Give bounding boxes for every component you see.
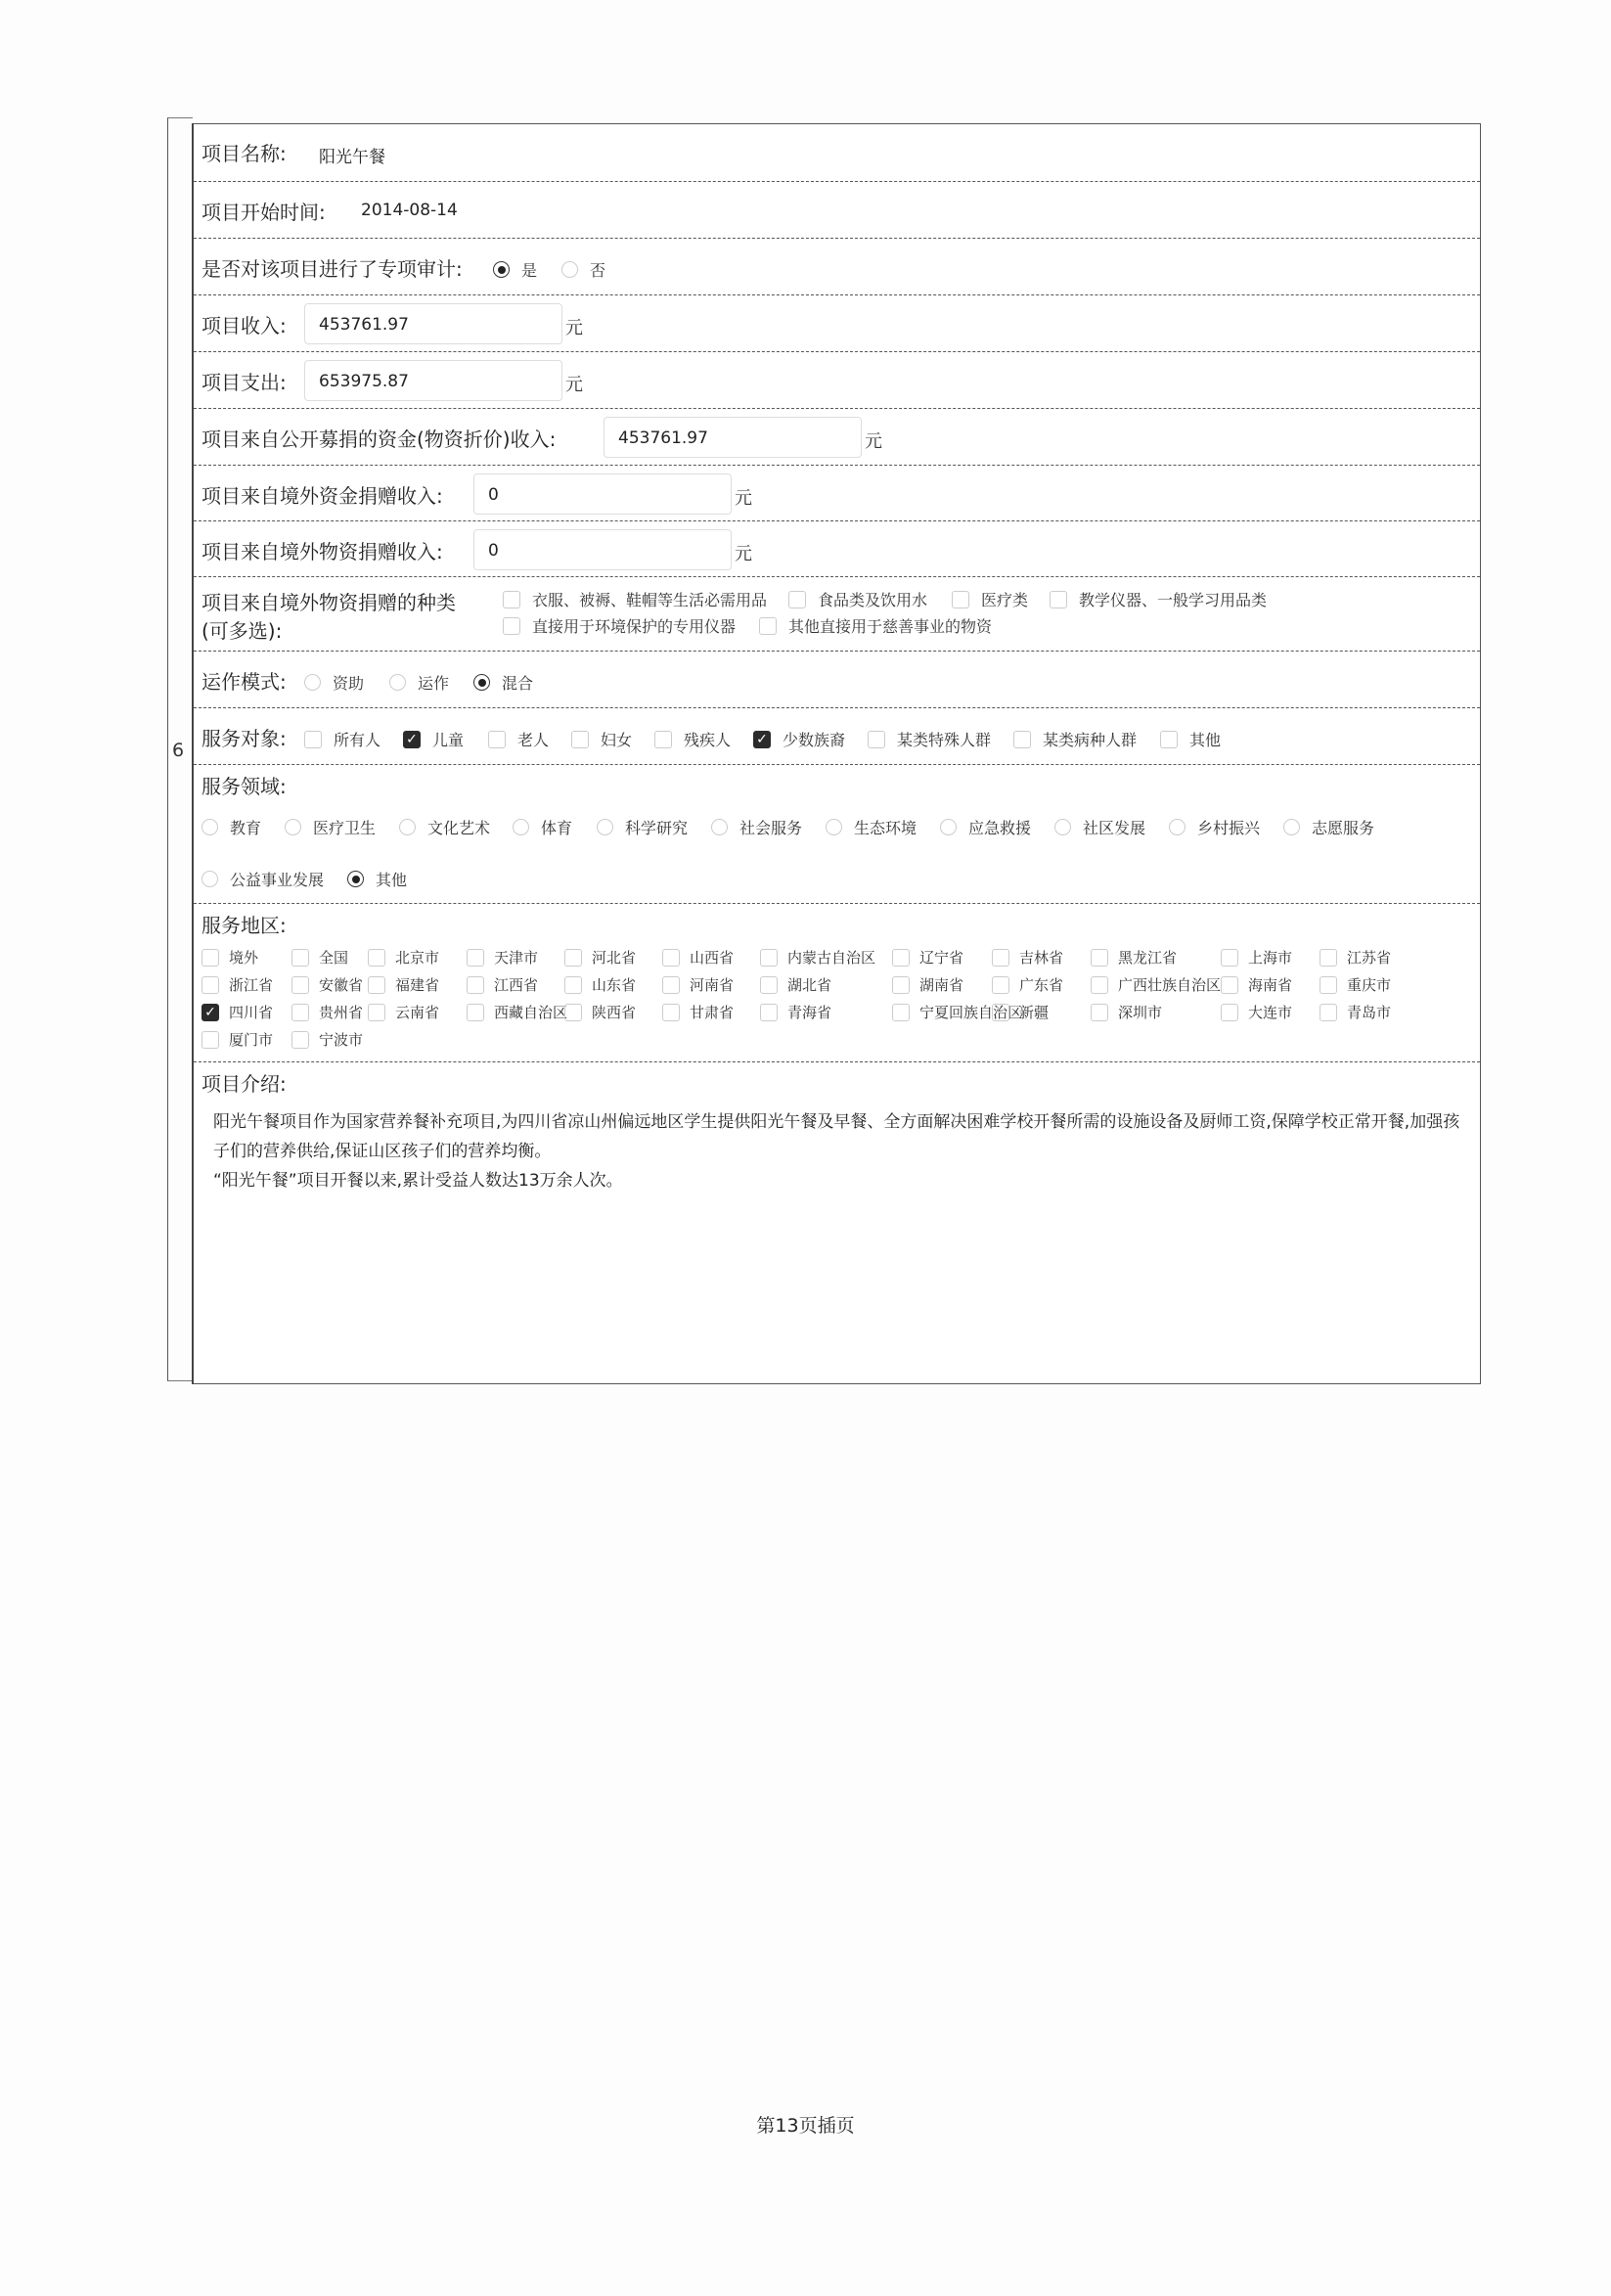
goods-types-label-line2: (可多选): <box>201 619 283 643</box>
service-region-option[interactable]: 云南省 <box>368 1002 439 1022</box>
checkbox-icon[interactable] <box>1221 949 1238 967</box>
checkbox-icon[interactable] <box>467 949 484 967</box>
service-region-option[interactable]: 新疆 <box>992 1002 1049 1022</box>
checkbox-icon[interactable] <box>201 976 219 994</box>
public-fund-unit: 元 <box>865 431 882 452</box>
checkbox-icon[interactable] <box>467 1004 484 1021</box>
service-target-option[interactable]: ✓ 少数族裔 <box>753 728 845 750</box>
intro-label: 项目介绍: <box>201 1072 287 1096</box>
service-target-option[interactable]: 老人 <box>488 728 549 750</box>
service-region-option[interactable]: 北京市 <box>368 947 439 968</box>
service-target-option[interactable]: ✓ 儿童 <box>403 728 464 750</box>
goods-type-option[interactable]: 其他直接用于慈善事业的物资 <box>759 614 992 637</box>
checkbox-icon[interactable] <box>1320 949 1337 967</box>
service-field-label: 服务领域: <box>201 775 287 798</box>
row-service-region <box>194 904 1480 1062</box>
checkbox-icon[interactable] <box>759 617 777 635</box>
project-form <box>192 123 1481 1384</box>
service-field-option[interactable]: 体育 <box>513 816 572 838</box>
radio-icon[interactable] <box>1283 819 1300 835</box>
overseas-goods-label: 项目来自境外物资捐赠收入: <box>201 540 443 563</box>
service-field-option[interactable]: 教育 <box>201 816 261 838</box>
radio-icon[interactable] <box>304 674 321 691</box>
overseas-cash-label: 项目来自境外资金捐赠收入: <box>201 484 443 508</box>
checkbox-icon[interactable] <box>1050 591 1067 608</box>
service-region-option[interactable]: 境外 <box>201 947 258 968</box>
intro-text <box>213 1107 1470 1195</box>
checkbox-icon[interactable] <box>503 617 520 635</box>
audit-option-yes[interactable]: 是 <box>493 258 537 281</box>
checkbox-icon[interactable]: ✓ <box>201 1004 219 1021</box>
checkbox-icon[interactable] <box>201 949 219 967</box>
service-region-option[interactable]: 河北省 <box>564 947 636 968</box>
checkbox-icon[interactable] <box>571 731 589 748</box>
radio-icon[interactable] <box>201 819 218 835</box>
income-unit: 元 <box>565 318 583 338</box>
checkbox-icon[interactable] <box>1160 731 1178 748</box>
checkbox-icon[interactable] <box>662 949 680 967</box>
checkbox-icon[interactable] <box>1091 949 1108 967</box>
checkbox-icon[interactable] <box>1221 1004 1238 1021</box>
checkbox-icon[interactable] <box>1320 1004 1337 1021</box>
checkbox-icon[interactable] <box>467 976 484 994</box>
row-expense <box>194 352 1480 409</box>
service-region-option[interactable]: 湖北省 <box>760 974 831 995</box>
goods-type-option[interactable]: 医疗类 <box>952 588 1028 610</box>
service-field-option[interactable]: 社会服务 <box>711 816 802 838</box>
start-time-label: 项目开始时间: <box>201 201 326 224</box>
radio-icon[interactable] <box>399 819 416 835</box>
service-target-label: 服务对象: <box>201 727 287 750</box>
service-region-option[interactable]: 江西省 <box>467 974 538 995</box>
radio-icon[interactable] <box>201 871 218 887</box>
service-region-option[interactable]: 江苏省 <box>1320 947 1391 968</box>
service-region-option[interactable]: 河南省 <box>662 974 734 995</box>
service-region-option[interactable]: 大连市 <box>1221 1002 1292 1022</box>
intro-paragraph: “阳光午餐”项目开餐以来,累计受益人数达13万余人次。 <box>213 1171 623 1191</box>
intro-paragraph: 阳光午餐项目作为国家营养餐补充项目,为四川省凉山州偏远地区学生提供阳光午餐及早餐、全方面解决困难学校开餐所需的设施设备及厨师工资,保障学校正常开餐,加强孩子们的营养供给,保证山区孩子们的营养均衡。 <box>213 1112 1460 1161</box>
sequence-number: 6 <box>172 740 185 761</box>
radio-icon[interactable] <box>347 871 364 887</box>
service-field-option[interactable]: 文化艺术 <box>399 816 490 838</box>
service-region-option[interactable]: 青岛市 <box>1320 1002 1391 1022</box>
radio-icon[interactable] <box>711 819 728 835</box>
checkbox-icon[interactable] <box>892 949 910 967</box>
project-name-value: 阳光午餐 <box>319 148 385 167</box>
checkbox-icon[interactable] <box>291 976 309 994</box>
expense-label: 项目支出: <box>201 371 287 394</box>
checkbox-icon[interactable] <box>1221 976 1238 994</box>
row-service-target <box>194 708 1480 765</box>
service-region-option[interactable]: 青海省 <box>760 1002 831 1022</box>
checkbox-icon[interactable] <box>992 1004 1009 1021</box>
checkbox-icon[interactable] <box>488 731 506 748</box>
income-input[interactable]: 453761.97 <box>304 303 562 344</box>
overseas-goods-input[interactable]: 0 <box>473 529 732 570</box>
radio-icon[interactable] <box>1054 819 1071 835</box>
overseas-goods-unit: 元 <box>735 544 752 564</box>
service-target-option[interactable]: 其他 <box>1160 728 1221 750</box>
service-region-option[interactable]: 内蒙古自治区 <box>760 947 875 968</box>
checkbox-icon[interactable] <box>760 1004 778 1021</box>
row-audit <box>194 239 1480 295</box>
service-region-option[interactable]: 宁波市 <box>291 1029 363 1050</box>
radio-icon[interactable] <box>493 261 510 278</box>
row-service-field <box>194 765 1480 904</box>
checkbox-icon[interactable] <box>304 731 322 748</box>
row-start-time <box>194 182 1480 239</box>
checkbox-icon[interactable] <box>564 976 582 994</box>
service-field-option[interactable]: 医疗卫生 <box>285 816 376 838</box>
service-region-option[interactable]: 重庆市 <box>1320 974 1391 995</box>
service-region-option[interactable]: 吉林省 <box>992 947 1063 968</box>
radio-icon[interactable] <box>1169 819 1186 835</box>
checkbox-icon[interactable] <box>760 976 778 994</box>
checkbox-icon[interactable] <box>368 949 385 967</box>
service-field-option[interactable]: 应急救援 <box>940 816 1031 838</box>
service-region-option[interactable]: 海南省 <box>1221 974 1292 995</box>
goods-types-label-line1: 项目来自境外物资捐赠的种类 <box>201 591 456 614</box>
service-target-option[interactable]: 妇女 <box>571 728 632 750</box>
service-region-option[interactable]: 湖南省 <box>892 974 963 995</box>
public-fund-label: 项目来自公开募捐的资金(物资折价)收入: <box>201 428 557 451</box>
service-region-option[interactable]: ✓ 四川省 <box>201 1002 273 1022</box>
row-operation-mode <box>194 652 1480 708</box>
service-region-option[interactable]: 上海市 <box>1221 947 1292 968</box>
checkbox-icon[interactable] <box>992 949 1009 967</box>
service-field-option[interactable]: 志愿服务 <box>1283 816 1374 838</box>
checkbox-icon[interactable] <box>1013 731 1031 748</box>
row-overseas-goods <box>194 521 1480 577</box>
radio-icon[interactable] <box>597 819 613 835</box>
checkbox-icon[interactable]: ✓ <box>753 731 771 748</box>
service-region-option[interactable]: 全国 <box>291 947 348 968</box>
row-intro <box>194 1062 1480 1383</box>
overseas-cash-unit: 元 <box>735 488 752 509</box>
checkbox-icon[interactable] <box>291 949 309 967</box>
radio-icon[interactable] <box>389 674 406 691</box>
service-region-option[interactable]: 山东省 <box>564 974 636 995</box>
radio-icon[interactable] <box>940 819 957 835</box>
service-region-option[interactable]: 陕西省 <box>564 1002 636 1022</box>
operation-mode-option[interactable]: 运作 <box>389 671 449 694</box>
service-target-option[interactable]: 残疾人 <box>654 728 731 750</box>
service-field-option[interactable]: 生态环境 <box>826 816 917 838</box>
checkbox-icon[interactable] <box>564 1004 582 1021</box>
service-region-option[interactable]: 安徽省 <box>291 974 363 995</box>
row-public-fund <box>194 409 1480 466</box>
checkbox-icon[interactable] <box>291 1004 309 1021</box>
service-region-option[interactable]: 浙江省 <box>201 974 273 995</box>
service-region-option[interactable]: 深圳市 <box>1091 1002 1162 1022</box>
service-target-option[interactable]: 所有人 <box>304 728 380 750</box>
audit-option-no[interactable]: 否 <box>561 258 605 281</box>
checkbox-icon[interactable] <box>952 591 969 608</box>
service-field-option[interactable]: 科学研究 <box>597 816 688 838</box>
checkbox-icon[interactable] <box>760 949 778 967</box>
checkbox-icon[interactable] <box>1320 976 1337 994</box>
service-region-option[interactable]: 广东省 <box>992 974 1063 995</box>
service-region-option[interactable]: 辽宁省 <box>892 947 963 968</box>
expense-input[interactable]: 653975.87 <box>304 360 562 401</box>
public-fund-input[interactable]: 453761.97 <box>604 417 862 458</box>
operation-mode-option[interactable]: 混合 <box>473 671 533 694</box>
audit-label: 是否对该项目进行了专项审计: <box>201 257 463 281</box>
checkbox-icon[interactable] <box>654 731 672 748</box>
service-region-option[interactable]: 宁夏回族自治区 <box>892 1002 1022 1022</box>
operation-mode-option[interactable]: 资助 <box>304 671 364 694</box>
checkbox-icon[interactable] <box>291 1031 309 1049</box>
service-region-option[interactable]: 厦门市 <box>201 1029 273 1050</box>
service-field-option[interactable]: 公益事业发展 <box>201 868 324 890</box>
checkbox-icon[interactable] <box>564 949 582 967</box>
service-region-option[interactable]: 甘肃省 <box>662 1002 734 1022</box>
service-region-option[interactable]: 山西省 <box>662 947 734 968</box>
service-field-option[interactable]: 其他 <box>347 868 407 890</box>
service-region-option[interactable]: 广西壮族自治区 <box>1091 974 1221 995</box>
service-region-label: 服务地区: <box>201 914 287 937</box>
operation-mode-label: 运作模式: <box>201 670 287 694</box>
service-target-option[interactable]: 某类特殊人群 <box>868 728 991 750</box>
checkbox-icon[interactable] <box>892 1004 910 1021</box>
service-region-option[interactable]: 贵州省 <box>291 1002 363 1022</box>
radio-icon[interactable] <box>513 819 529 835</box>
radio-icon[interactable] <box>285 819 301 835</box>
service-region-option[interactable]: 天津市 <box>467 947 538 968</box>
service-field-option[interactable]: 社区发展 <box>1054 816 1145 838</box>
row-goods-types <box>194 577 1480 652</box>
radio-icon[interactable] <box>826 819 842 835</box>
service-target-option[interactable]: 某类病种人群 <box>1013 728 1137 750</box>
page-footer: 第13页插页 <box>756 2115 855 2137</box>
checkbox-icon[interactable] <box>892 976 910 994</box>
service-region-option[interactable]: 西藏自治区 <box>467 1002 567 1022</box>
checkbox-icon[interactable] <box>503 591 520 608</box>
start-time-value: 2014-08-14 <box>361 201 458 220</box>
income-label: 项目收入: <box>201 314 287 338</box>
checkbox-icon[interactable] <box>662 976 680 994</box>
goods-type-option[interactable]: 教学仪器、一般学习用品类 <box>1050 588 1267 610</box>
row-project-name <box>194 124 1480 182</box>
checkbox-icon[interactable] <box>368 1004 385 1021</box>
service-region-option[interactable]: 福建省 <box>368 974 439 995</box>
checkbox-icon[interactable] <box>368 976 385 994</box>
goods-type-option[interactable]: 直接用于环境保护的专用仪器 <box>503 614 736 637</box>
checkbox-icon[interactable] <box>1091 976 1108 994</box>
goods-type-option[interactable]: 衣服、被褥、鞋帽等生活必需用品 <box>503 588 767 610</box>
checkbox-icon[interactable] <box>868 731 885 748</box>
row-overseas-cash <box>194 466 1480 521</box>
goods-type-option[interactable]: 食品类及饮用水 <box>788 588 927 610</box>
row-income <box>194 295 1480 352</box>
radio-icon[interactable] <box>473 674 490 691</box>
checkbox-icon[interactable]: ✓ <box>403 731 421 748</box>
checkbox-icon[interactable] <box>788 591 806 608</box>
checkbox-icon[interactable] <box>662 1004 680 1021</box>
project-name-label: 项目名称: <box>201 142 287 165</box>
expense-unit: 元 <box>565 375 583 395</box>
checkbox-icon[interactable] <box>201 1031 219 1049</box>
service-region-option[interactable]: 黑龙江省 <box>1091 947 1177 968</box>
radio-icon[interactable] <box>561 261 578 278</box>
checkbox-icon[interactable] <box>1091 1004 1108 1021</box>
overseas-cash-input[interactable]: 0 <box>473 473 732 515</box>
checkbox-icon[interactable] <box>992 976 1009 994</box>
service-field-option[interactable]: 乡村振兴 <box>1169 816 1260 838</box>
